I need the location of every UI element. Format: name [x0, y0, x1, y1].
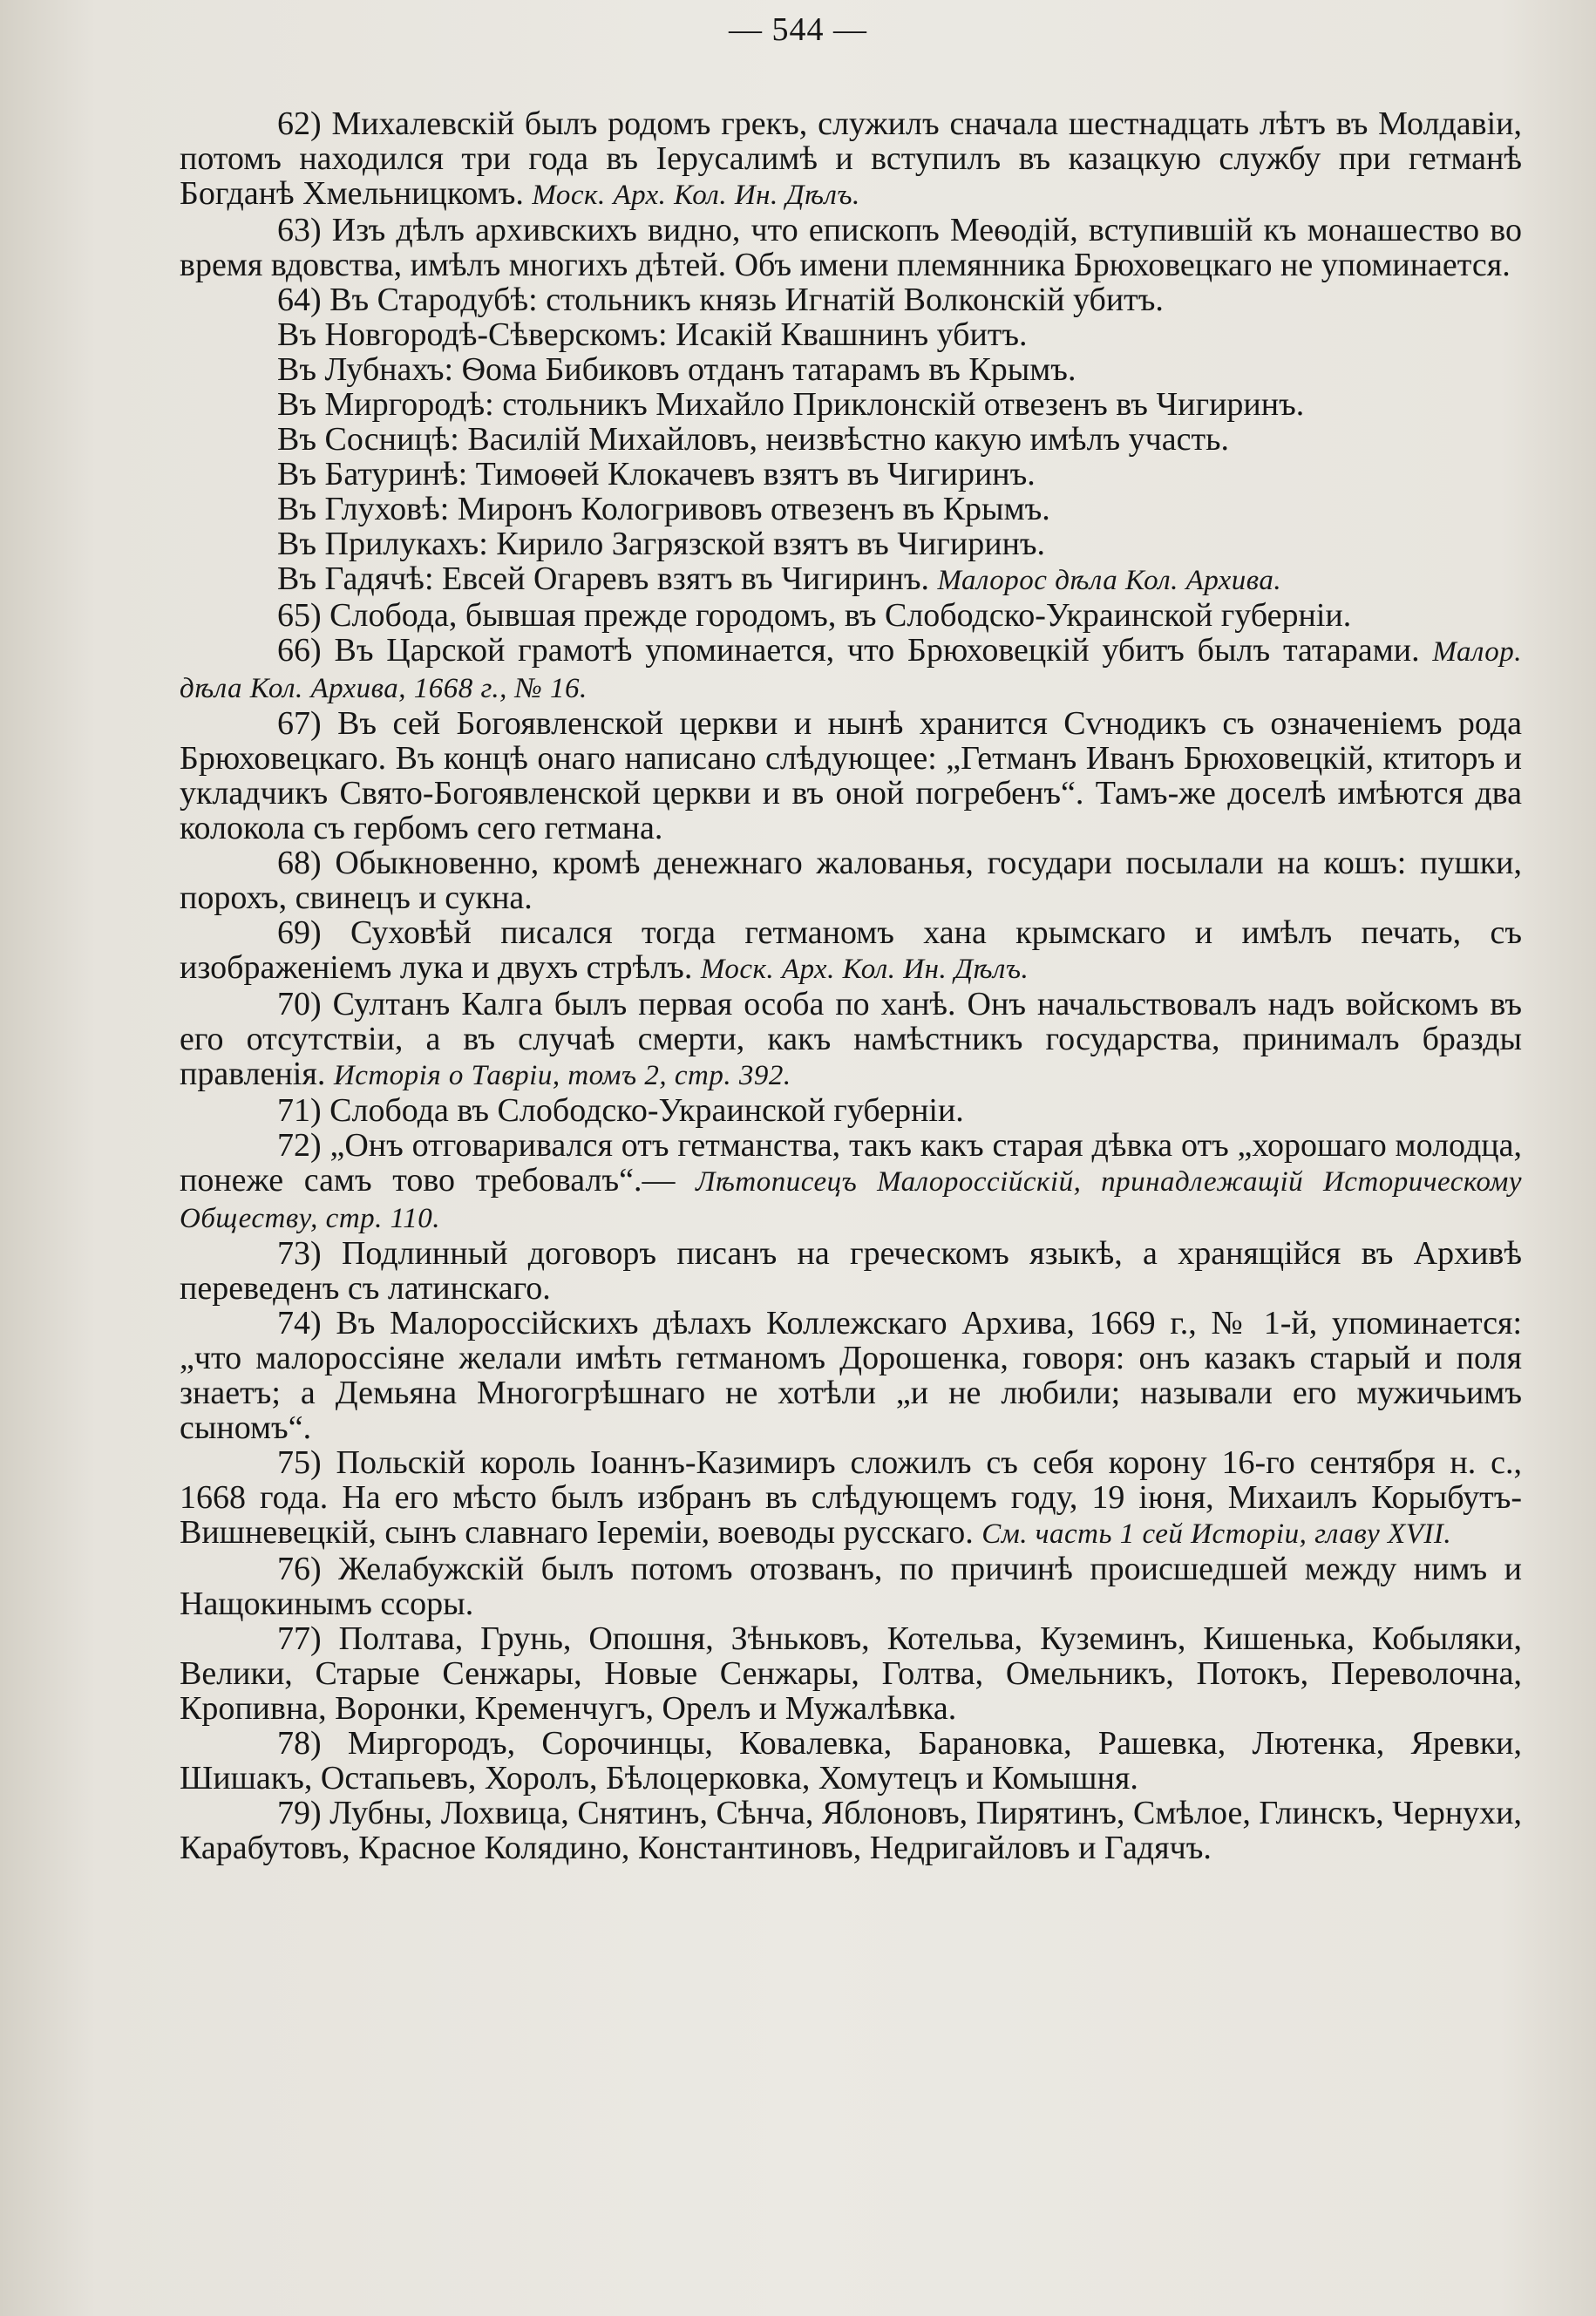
- footnote: [180, 1093, 1522, 1128]
- footnote-text: 75) Польскій король Іоаннъ-Казимиръ сложилъ съ себя корону 16-го сентября н. с., 1668 года. На его мѣсто былъ избранъ въ слѣдующемъ году, 19 іюня, Михаилъ Корыбутъ-Вишневецкій, сынъ славнаго Іереміи, воеводы русскаго.: [180, 1444, 1522, 1551]
- footnote: [180, 561, 1522, 598]
- footnote: [180, 422, 1522, 457]
- footnote: [180, 213, 1522, 282]
- footnote: [180, 1796, 1522, 1865]
- page-number: — 544 —: [729, 11, 867, 48]
- footnote-text: 74) Въ Малороссійскихъ дѣлахъ Коллежскаго Архива, 1669 г., № 1-й, упоминается: „что малороссіяне желали имѣть гетманомъ Дорошенка, говоря: онъ казакъ старый и поля знаетъ; а Демьяна Многогрѣшнаго не хотѣли „и не любили; называли его мужичьимъ сыномъ“.: [180, 1305, 1522, 1446]
- footnote-text: Въ Батуринѣ: Тимоѳей Клокачевъ взятъ въ Чигиринъ.: [277, 456, 1036, 492]
- footnote: [180, 352, 1522, 387]
- footnote-text: 72) „Онъ отговаривался отъ гетманства, такъ какъ старая дѣвка отъ „хорошаго молодца, понеже самъ тово требовалъ“.—: [180, 1127, 1522, 1199]
- footnote-citation: Моск. Арх. Кол. Ин. Дѣлъ.: [532, 180, 860, 211]
- footnote: [180, 915, 1522, 987]
- footnote-text: Въ Глуховѣ: Миронъ Кологривовъ отвезенъ въ Крымъ.: [277, 491, 1050, 527]
- footnote: [180, 1128, 1522, 1236]
- footnote: [180, 633, 1522, 706]
- footnote: [180, 457, 1522, 492]
- footnote-text: 67) Въ сей Богоявленской церкви и нынѣ хранится Сѵнодикъ съ означеніемъ рода Брюховецкаго. Въ концѣ онаго написано слѣдующее: „Гетманъ Иванъ Брюховецкій, ктиторъ и укладчикъ Свято-Богоявленской церкви и въ оной погребенъ“. Тамъ-же доселѣ имѣются два колокола съ гербомъ сего гетмана.: [180, 705, 1522, 846]
- footnote-citation: Лѣтописецъ Малороссійскій, принадлежащій Историческому Обществу, стр. 110.: [180, 1166, 1522, 1234]
- footnote-text: 66) Въ Царской грамотѣ упоминается, что Брюховецкій убитъ былъ татарами.: [277, 632, 1433, 669]
- footnote-text: 79) Лубны, Лохвица, Снятинъ, Сѣнча, Яблоновъ, Пирятинъ, Смѣлое, Глинскъ, Чернухи, Карабутовъ, Красное Колядино, Константиновъ, Недригайловъ и Гадячъ.: [180, 1795, 1522, 1866]
- footnote-text: Въ Гадячѣ: Евсей Огаревъ взятъ въ Чигиринъ.: [277, 560, 938, 597]
- footnote-text: 63) Изъ дѣлъ архивскихъ видно, что епископъ Меѳодій, вступившій къ монашество во время вдовства, имѣлъ многихъ дѣтей. Объ имени племянника Брюховецкаго не упоминается.: [180, 212, 1522, 283]
- footnote-text: 68) Обыкновенно, кромѣ денежнаго жалованья, государи посылали на кошъ: пушки, порохъ, свинецъ и сукна.: [180, 845, 1522, 916]
- footnote-text: 78) Миргородъ, Сорочинцы, Ковалевка, Барановка, Рашевка, Лютенка, Яревки, Шишакъ, Остапьевъ, Хоролъ, Бѣлоцерковка, Хомутецъ и Комышня.: [180, 1725, 1522, 1796]
- footnote: [180, 1621, 1522, 1726]
- footnote: [180, 526, 1522, 561]
- footnote: [180, 317, 1522, 352]
- footnote: [180, 846, 1522, 915]
- footnote: [180, 387, 1522, 422]
- footnote-text: 62) Михалевскій былъ родомъ грекъ, служилъ сначала шестнадцать лѣтъ въ Молдавіи, потомъ находился три года въ Іерусалимѣ и вступилъ въ казацкую службу при гетманѣ Богданѣ Хмельницкомъ.: [180, 105, 1522, 212]
- footnote-text: Въ Новгородѣ-Сѣверскомъ: Исакій Квашнинъ убитъ.: [277, 316, 1028, 353]
- footnote-citation: Малор. дѣла Кол. Архива, 1668 г., № 16.: [180, 636, 1522, 704]
- footnote-text: 65) Слобода, бывшая прежде городомъ, въ Слободско-Украинской губерніи.: [277, 597, 1352, 634]
- footnote-text: 76) Желабужскій былъ потомъ отозванъ, по причинѣ происшедшей между нимъ и Нащокинымъ ссоры.: [180, 1551, 1522, 1622]
- footnote-text: Въ Сосницѣ: Василій Михайловъ, неизвѣстно какую имѣлъ участь.: [277, 421, 1229, 458]
- footnote: [180, 1445, 1522, 1552]
- footnote-text: 73) Подлинный договоръ писанъ на греческомъ языкѣ, а хранящійся въ Архивѣ переведенъ съ латинскаго.: [180, 1235, 1522, 1307]
- footnote-citation: Исторія о Тавріи, томъ 2, стр. 392.: [333, 1060, 791, 1091]
- footnote-citation: Моск. Арх. Кол. Ин. Дѣлъ.: [700, 954, 1029, 985]
- footnote-text: 77) Полтава, Грунь, Опошня, Зѣньковъ, Котельва, Куземинъ, Кишенька, Кобыляки, Велики, Старые Сенжары, Новые Сенжары, Голтва, Омельникъ, Потокъ, Переволочна, Кропивна, Воронки, Кременчугъ, Орелъ и Мужалѣвка.: [180, 1620, 1522, 1727]
- footnote-text: Въ Лубнахъ: Ѳома Бибиковъ отданъ татарамъ въ Крымъ.: [277, 351, 1076, 388]
- footnote: [180, 106, 1522, 213]
- footnote: [180, 1306, 1522, 1445]
- footnote-text: 69) Суховѣй писался тогда гетманомъ хана крымскаго и имѣлъ печать, съ изображеніемъ лука и двухъ стрѣлъ.: [180, 914, 1522, 986]
- footnote: [180, 987, 1522, 1093]
- footnotes-list: [180, 106, 1522, 1865]
- footnote-text: 70) Султанъ Калга былъ первая особа по ханѣ. Онъ начальствовалъ надъ войскомъ въ его отсутствіи, а въ случаѣ смерти, какъ намѣстникъ государства, принималъ бразды правленія.: [180, 986, 1522, 1092]
- footnote-text: Въ Прилукахъ: Кирило Загрязской взятъ въ Чигиринъ.: [277, 526, 1046, 562]
- footnote-citation: См. часть 1 сей Исторіи, главу XVII.: [981, 1518, 1452, 1550]
- footnote: [180, 282, 1522, 317]
- footnote-citation: Малорос дѣла Кол. Архива.: [937, 565, 1282, 596]
- footnote: [180, 1552, 1522, 1621]
- footnote-text: 64) Въ Стародубѣ: стольникъ князь Игнатій Волконскій убитъ.: [277, 282, 1164, 318]
- footnote-text: Въ Миргородѣ: стольникъ Михайло Приклонскій отвезенъ въ Чигиринъ.: [277, 386, 1305, 423]
- footnote-text: 71) Слобода въ Слободско-Украинской губерніи.: [277, 1092, 964, 1129]
- footnote: [180, 1726, 1522, 1796]
- footnote: [180, 598, 1522, 633]
- footnote: [180, 706, 1522, 846]
- footnote: [180, 1236, 1522, 1306]
- footnote: [180, 492, 1522, 526]
